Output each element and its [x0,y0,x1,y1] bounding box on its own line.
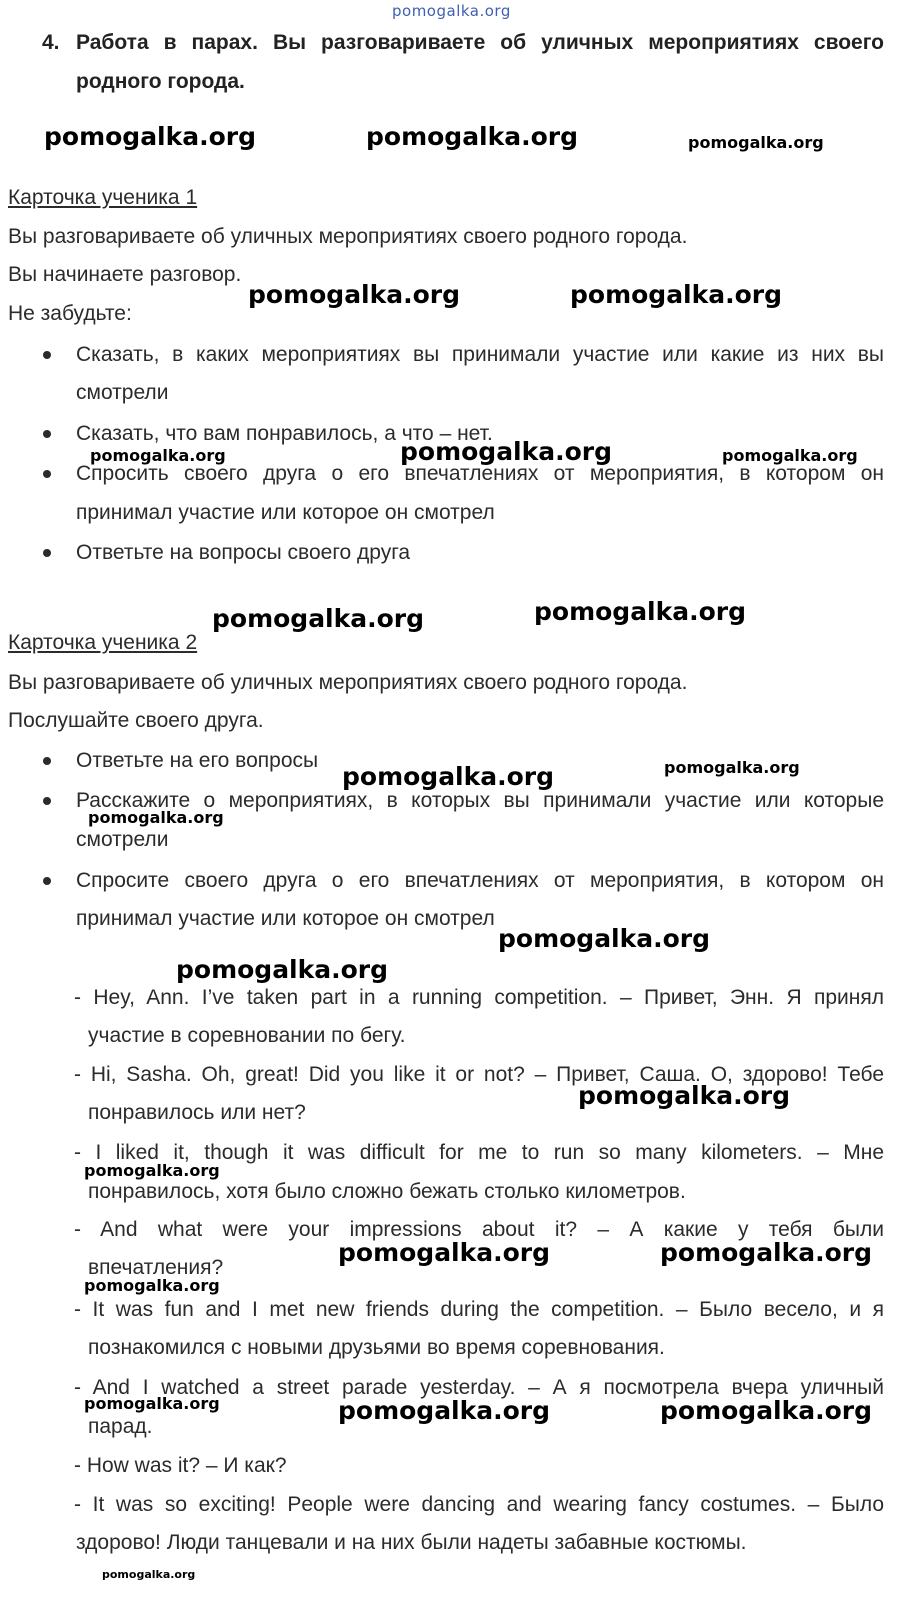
watermark: pomogalka.org [90,446,226,465]
bullet-dot [43,430,51,438]
card1-bullet1-line1: Сказать, в каких мероприятиях вы принимали участие или какие из них вы [76,343,884,366]
card1-line3: Не забудьте: [8,302,132,325]
watermark: pomogalka.org [338,1396,551,1425]
task-number: 4. [42,31,60,54]
card1-bullet1-line2: смотрели [76,381,169,404]
watermark: pomogalka.org [664,758,800,777]
dialogue-line-1b: участие в соревновании по бегу. [88,1024,406,1047]
card1-bullet3-line1: Спросить своего друга о его впечатлениях от мероприятия, в котором он [76,462,884,485]
watermark: pomogalka.org [578,1081,791,1110]
bullet-dot [43,797,51,805]
watermark: pomogalka.org [570,280,783,309]
bullet-dot [43,351,51,359]
card2-bullet1-line1: Ответьте на его вопросы [76,749,319,772]
dialogue-line-1a: - Hey, Ann. I’ve taken part in a running competition. – Привет, Энн. Я принял [74,986,884,1009]
watermark: pomogalka.org [44,122,257,151]
card1-line1: Вы разговариваете об уличных мероприятиях своего родного города. [8,225,688,248]
dialogue-line-6b: парад. [88,1415,153,1438]
card2-bullet2-line2: смотрели [76,828,169,851]
watermark: pomogalka.org [660,1396,873,1425]
dialogue-line-5a: - It was fun and I met new friends during the competition. – Было весело, и я [74,1298,884,1321]
card1-heading: Карточка ученика 1 [8,186,198,209]
watermark: pomogalka.org [248,280,461,309]
dialogue-line-7a: - How was it? – И как? [74,1454,287,1477]
dialogue-line-6a: - And I watched a street parade yesterday. – А я посмотрела вчера уличный [74,1376,884,1399]
dialogue-line-5b: познакомился с новыми друзьями во время соревнования. [88,1336,665,1359]
watermark: pomogalka.org [400,437,613,466]
task-title-line1: Работа в парах. Вы разговариваете об уличных мероприятиях своего [76,31,884,54]
watermark-top: pomogalka.org [392,2,511,20]
watermark: pomogalka.org [88,808,224,827]
card2-line2: Послушайте своего друга. [8,709,264,732]
watermark: pomogalka.org [660,1238,873,1267]
dialogue-line-3a: - I liked it, though it was difficult for me to run so many kilometers. – Мне [74,1141,884,1164]
bullet-dot [43,549,51,557]
watermark: pomogalka.org [688,133,824,152]
watermark: pomogalka.org [722,446,858,465]
bullet-dot [43,470,51,478]
dialogue-line-2b: понравилось или нет? [88,1101,306,1124]
watermark: pomogalka.org [84,1276,220,1295]
card1-bullet4-line1: Ответьте на вопросы своего друга [76,541,411,564]
dialogue-line-2a: - Hi, Sasha. Oh, great! Did you like it or not? – Привет, Саша. О, здорово! Тебе [74,1063,884,1086]
bullet-dot [43,757,51,765]
watermark: pomogalka.org [342,762,555,791]
card2-bullet2-line1: Расскажите о мероприятиях, в которых вы принимали участие или которые [76,789,884,812]
card1-bullet2-line1: Сказать, что вам понравилось, а что – нет. [76,422,493,445]
dialogue-line-8a: - It was so exciting! People were dancing and wearing fancy costumes. – Было [74,1493,884,1516]
watermark: pomogalka.org [498,924,711,953]
watermark: pomogalka.org [338,1238,551,1267]
card2-heading: Карточка ученика 2 [8,631,198,654]
bullet-dot [43,877,51,885]
dialogue-line-4b: впечатления? [88,1256,224,1279]
card1-line2: Вы начинаете разговор. [8,263,242,286]
watermark: pomogalka.org [84,1394,220,1413]
card1-bullet3-line2: принимал участие или которое он смотрел [76,501,495,524]
task-title-line2: родного города. [76,70,245,93]
watermark: pomogalka.org [366,122,579,151]
dialogue-line-4a: - And what were your impressions about it? – А какие у тебя были [74,1218,884,1241]
dialogue-line-8b: здорово! Люди танцевали и на них были надеты забавные костюмы. [76,1531,747,1554]
watermark: pomogalka.org [176,955,389,984]
watermark: pomogalka.org [84,1161,220,1180]
card2-bullet3-line2: принимал участие или которое он смотрел [76,907,495,930]
card2-bullet3-line1: Спросите своего друга о его впечатлениях от мероприятия, в котором он [76,869,884,892]
watermark: pomogalka.org [534,597,747,626]
watermark-bottom: pomogalka.org [102,1568,196,1581]
dialogue-line-3b: понравилось, хотя было сложно бежать столько километров. [88,1180,686,1203]
watermark: pomogalka.org [212,604,425,633]
card2-line1: Вы разговариваете об уличных мероприятиях своего родного города. [8,671,688,694]
